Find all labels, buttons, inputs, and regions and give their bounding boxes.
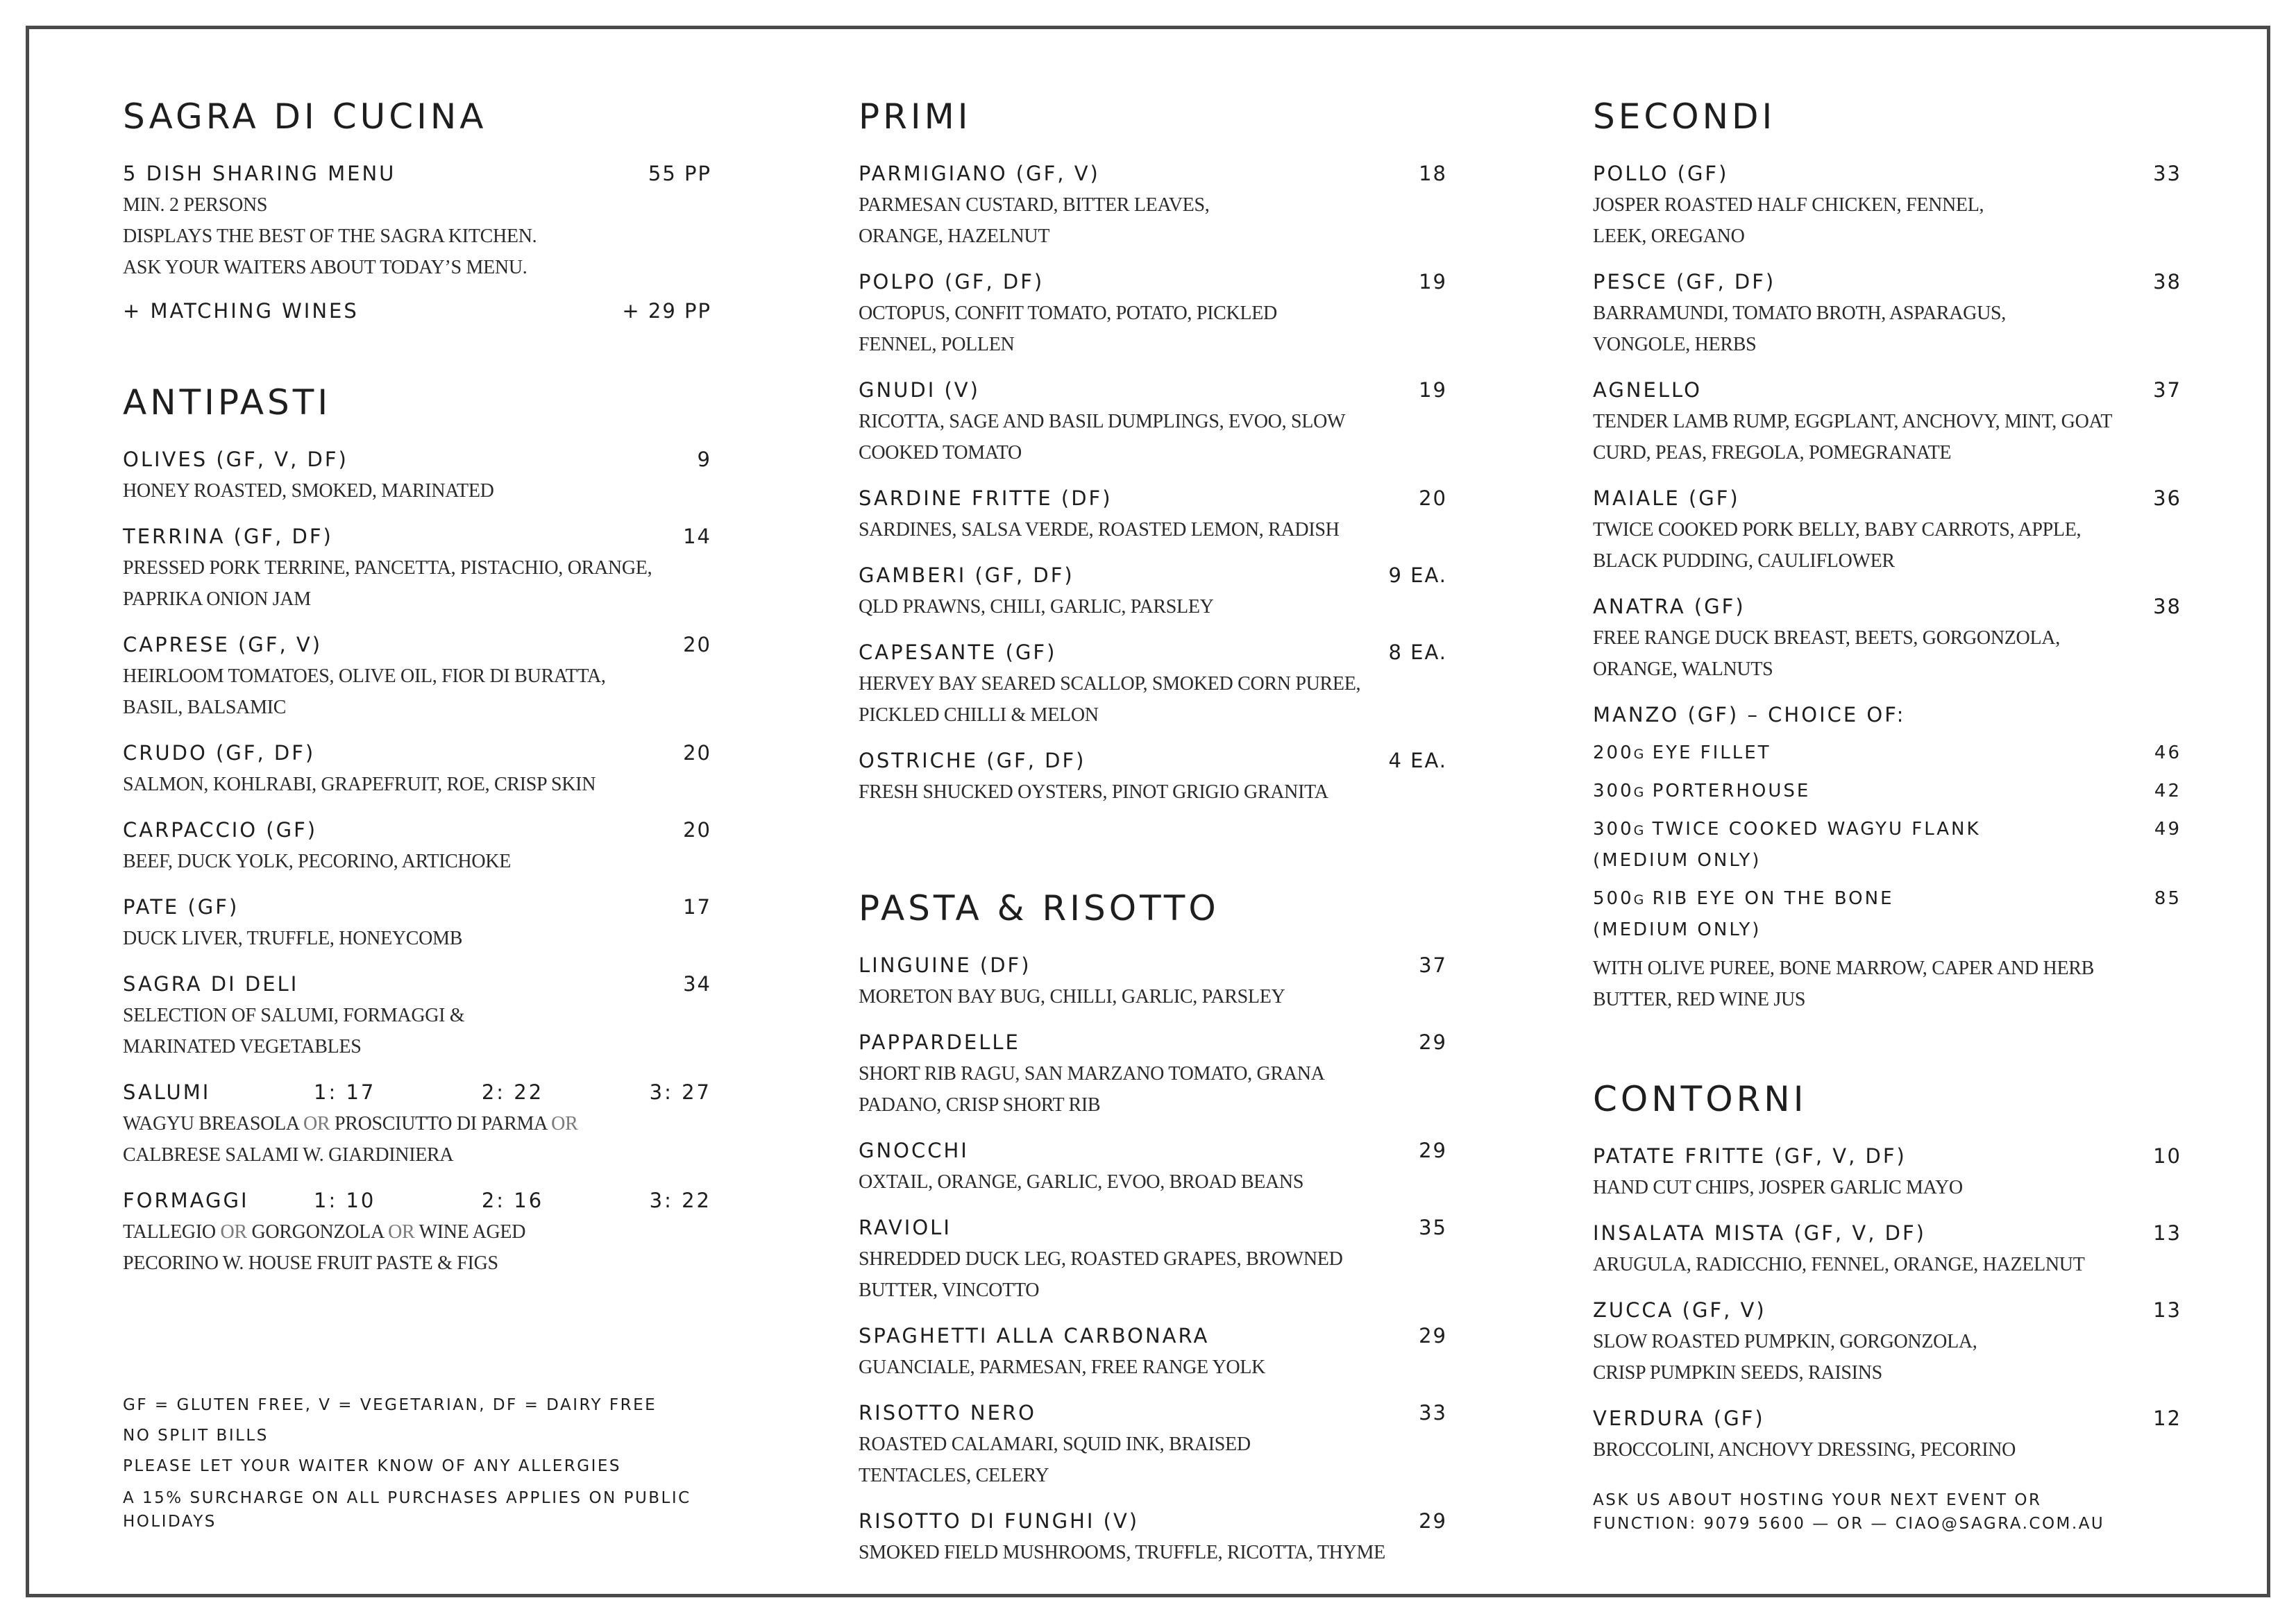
item-price: 37 <box>2153 378 2181 402</box>
menu-item <box>123 815 711 877</box>
section-title: CONTORNI <box>1593 1079 1807 1119</box>
item-description: OXTAIL, ORANGE, GARLIC, EVOO, BROAD BEANS <box>859 1171 1304 1193</box>
item-price: 17 <box>683 895 711 919</box>
item-description: SLOW ROASTED PUMPKIN, GORGONZOLA, CRISP PUMPKIN SEEDS, RAISINS <box>1593 1331 1977 1384</box>
menu-item <box>859 950 1447 1012</box>
item-name: GNOCCHI <box>859 1139 969 1162</box>
item-name: SPAGHETTI ALLA CARBONARA <box>859 1324 1210 1348</box>
item-price: 29 <box>1419 1324 1447 1348</box>
menu-item-formaggi <box>123 1185 711 1279</box>
item-name: AGNELLO <box>1593 378 1702 402</box>
item-name: OSTRICHE (GF, DF) <box>859 749 1086 772</box>
item-name: RISOTTO NERO <box>859 1401 1036 1425</box>
item-description: PRESSED PORK TERRINE, PANCETTA, PISTACHIO, ORANGE, PAPRIKA ONION JAM <box>123 557 652 610</box>
item-name: TERRINA (GF, DF) <box>123 525 333 548</box>
item-description: HAND CUT CHIPS, JOSPER GARLIC MAYO <box>1593 1177 1963 1198</box>
menu-item <box>859 483 1447 545</box>
note-allergies: PLEASE LET YOUR WAITER KNOW OF ANY ALLERGIES <box>123 1457 621 1475</box>
item-name: PATATE FRITTE (GF, V, DF) <box>1593 1144 1907 1168</box>
menu-item <box>1593 1295 2181 1388</box>
menu-item <box>1593 158 2181 252</box>
item-price: 20 <box>683 818 711 842</box>
menu-item <box>859 1397 1447 1491</box>
steak-price: 49 <box>2154 819 2181 840</box>
section-secondi <box>1593 96 2181 1015</box>
dietary-notes <box>123 1395 720 1533</box>
item-name: CARPACCIO (GF) <box>123 818 318 842</box>
steak-option: 300G PORTERHOUSE 42 <box>1593 776 2181 807</box>
menu-item <box>1593 591 2181 685</box>
item-price: 29 <box>1419 1030 1447 1054</box>
item-price: 19 <box>1419 270 1447 294</box>
tier-price-2: 2: 22 <box>481 1080 544 1104</box>
item-name: RAVIOLI <box>859 1216 952 1239</box>
item-description: SMOKED FIELD MUSHROOMS, TRUFFLE, RICOTTA, THYME <box>859 1542 1385 1563</box>
menu-item <box>123 629 711 723</box>
menu-item <box>123 892 711 954</box>
section-contorni <box>1593 1078 2181 1465</box>
note-no-split-bills: NO SPLIT BILLS <box>123 1427 269 1445</box>
item-price: 29 <box>1419 1509 1447 1533</box>
tier-price-3: 3: 27 <box>649 1080 711 1104</box>
item-price: 20 <box>1419 486 1447 510</box>
item-price: 10 <box>2153 1144 2181 1168</box>
pasta-list <box>859 950 1447 1568</box>
item-name: GAMBERI (GF, DF) <box>859 563 1074 587</box>
section-title: SAGRA DI CUCINA <box>123 96 487 137</box>
item-price: 9 <box>697 448 711 471</box>
item-price: 13 <box>2153 1221 2181 1245</box>
steak-note: (MEDIUM ONLY) <box>1593 850 1762 871</box>
item-description: WAGYU BREASOLA OR PROSCIUTTO DI PARMA OR CALBRESE SALAMI W. GIARDINIERA <box>123 1113 578 1166</box>
item-price: 33 <box>2153 162 2181 185</box>
item-description: PARMESAN CUSTARD, BITTER LEAVES, ORANGE, HAZELNUT <box>859 194 1210 247</box>
item-description: BARRAMUNDI, TOMATO BROTH, ASPARAGUS, VONGOLE, HERBS <box>1593 303 2006 355</box>
item-price: 34 <box>683 972 711 996</box>
section-title: PRIMI <box>859 96 972 137</box>
item-price: 38 <box>2153 270 2181 294</box>
item-price: 14 <box>683 525 711 548</box>
section-sagra-di-cucina <box>123 96 711 327</box>
item-name: OLIVES (GF, V, DF) <box>123 448 348 471</box>
item-name: CAPRESE (GF, V) <box>123 633 323 656</box>
menu-item <box>859 1027 1447 1121</box>
section-title: PASTA & RISOTTO <box>859 888 1219 928</box>
item-description: ARUGULA, RADICCHIO, FENNEL, ORANGE, HAZELNUT <box>1593 1254 2085 1275</box>
item-description: WITH OLIVE PUREE, BONE MARROW, CAPER AND HERB BUTTER, RED WINE JUS <box>1593 958 2095 1010</box>
item-price: 19 <box>1419 378 1447 402</box>
item-name: FORMAGGI <box>123 1189 249 1212</box>
item-name: GNUDI (V) <box>859 378 980 402</box>
section-antipasti <box>123 382 711 1279</box>
menu-item <box>1593 1403 2181 1465</box>
item-description: HERVEY BAY SEARED SCALLOP, SMOKED CORN PUREE, PICKLED CHILLI & MELON <box>859 673 1361 726</box>
steak-option: 500G RIB EYE ON THE BONE 85 <box>1593 883 2181 915</box>
menu-item <box>1593 1141 2181 1203</box>
menu-item <box>859 1320 1447 1383</box>
item-price: 35 <box>1419 1216 1447 1239</box>
contact-line-1: ASK US ABOUT HOSTING YOUR NEXT EVENT OR <box>1593 1491 2042 1509</box>
item-price: + 29 PP <box>622 299 711 323</box>
menu-item <box>859 266 1447 360</box>
steak-option: 300G TWICE COOKED WAGYU FLANK 49 <box>1593 814 2181 845</box>
item-price: 9 EA. <box>1388 563 1447 587</box>
event-contact <box>1593 1488 2190 1536</box>
item-description: HEIRLOOM TOMATOES, OLIVE OIL, FIOR DI BURATTA, BASIL, BALSAMIC <box>123 665 606 718</box>
item-description: BROCCOLINI, ANCHOVY DRESSING, PECORINO <box>1593 1439 2016 1461</box>
item-price: 33 <box>1419 1401 1447 1425</box>
steak-price: 46 <box>2154 742 2181 763</box>
menu-item <box>1593 266 2181 360</box>
item-price: 55 PP <box>648 162 711 185</box>
menu-item <box>859 1212 1447 1306</box>
item-name: ANATRA (GF) <box>1593 595 1746 618</box>
item-name: INSALATA MISTA (GF, V, DF) <box>1593 1221 1926 1245</box>
steak-option: 200G EYE FILLET 46 <box>1593 738 2181 769</box>
item-name: PAPPARDELLE <box>859 1030 1020 1054</box>
item-description: MORETON BAY BUG, CHILLI, GARLIC, PARSLEY <box>859 986 1285 1008</box>
item-name: PARMIGIANO (GF, V) <box>859 162 1100 185</box>
note-surcharge: A 15% SURCHARGE ON ALL PURCHASES APPLIES ON PUBLIC HOLIDAYS <box>123 1489 691 1531</box>
menu-item <box>1593 375 2181 468</box>
item-description: TENDER LAMB RUMP, EGGPLANT, ANCHOVY, MINT, GOAT CURD, PEAS, FREGOLA, POMEGRANATE <box>1593 411 2113 464</box>
menu-item-salumi <box>123 1077 711 1171</box>
item-name: ZUCCA (GF, V) <box>1593 1298 1766 1322</box>
section-primi <box>859 96 1447 808</box>
item-name: MAIALE (GF) <box>1593 486 1740 510</box>
item-name: + MATCHING WINES <box>123 299 359 323</box>
item-price: 20 <box>683 741 711 765</box>
menu-item <box>123 969 711 1062</box>
menu-item <box>1593 1218 2181 1280</box>
item-price: 37 <box>1419 953 1447 977</box>
steak-price: 85 <box>2154 888 2181 909</box>
menu-item <box>859 1135 1447 1198</box>
item-name: RISOTTO DI FUNGHI (V) <box>859 1509 1140 1533</box>
item-description: SARDINES, SALSA VERDE, ROASTED LEMON, RADISH <box>859 519 1340 541</box>
item-name: PATE (GF) <box>123 895 239 919</box>
menu-item <box>859 375 1447 468</box>
item-name: SAGRA DI DELI <box>123 972 299 996</box>
item-description: SHREDDED DUCK LEG, ROASTED GRAPES, BROWNED BUTTER, VINCOTTO <box>859 1248 1343 1301</box>
item-description: BEEF, DUCK YOLK, PECORINO, ARTICHOKE <box>123 851 512 872</box>
item-description: HONEY ROASTED, SMOKED, MARINATED <box>123 480 494 502</box>
tier-price-1: 1: 10 <box>314 1189 376 1212</box>
item-price: 8 EA. <box>1388 640 1447 664</box>
item-description: TWICE COOKED PORK BELLY, BABY CARROTS, APPLE, BLACK PUDDING, CAULIFLOWER <box>1593 519 2082 572</box>
item-price: 12 <box>2153 1407 2181 1430</box>
antipasti-list <box>123 444 711 1279</box>
primi-list <box>859 158 1447 808</box>
item-description: GUANCIALE, PARMESAN, FREE RANGE YOLK <box>859 1357 1266 1378</box>
steak-note: (MEDIUM ONLY) <box>1593 919 1762 940</box>
item-description: SHORT RIB RAGU, SAN MARZANO TOMATO, GRANA PADANO, CRISP SHORT RIB <box>859 1063 1325 1116</box>
item-price: 4 EA. <box>1388 749 1447 772</box>
item-name: POLLO (GF) <box>1593 162 1729 185</box>
menu-item <box>123 521 711 615</box>
steak-price: 42 <box>2154 781 2181 801</box>
item-description: MIN. 2 PERSONS DISPLAYS THE BEST OF THE SAGRA KITCHEN. ASK YOUR WAITERS ABOUT TODAY’S MENU. <box>123 194 537 278</box>
menu-item-manzo <box>1593 699 2181 1015</box>
item-description: OCTOPUS, CONFIT TOMATO, POTATO, PICKLED FENNEL, POLLEN <box>859 303 1277 355</box>
item-description: FREE RANGE DUCK BREAST, BEETS, GORGONZOLA, ORANGE, WALNUTS <box>1593 627 2060 680</box>
menu-item <box>123 738 711 800</box>
item-price: 13 <box>2153 1298 2181 1322</box>
item-name: POLPO (GF, DF) <box>859 270 1045 294</box>
note-dietary-legend: GF = GLUTEN FREE, V = VEGETARIAN, DF = DAIRY FREE <box>123 1396 657 1414</box>
item-price: 20 <box>683 633 711 656</box>
item-name: SALUMI <box>123 1080 211 1104</box>
item-price: 18 <box>1419 162 1447 185</box>
item-price: 38 <box>2153 595 2181 618</box>
item-description: DUCK LIVER, TRUFFLE, HONEYCOMB <box>123 928 463 949</box>
item-description: JOSPER ROASTED HALF CHICKEN, FENNEL, LEEK, OREGANO <box>1593 194 1984 247</box>
menu-item <box>123 444 711 507</box>
item-description: SALMON, KOHLRABI, GRAPEFRUIT, ROE, CRISP SKIN <box>123 774 596 795</box>
item-name: 5 DISH SHARING MENU <box>123 162 396 185</box>
menu-item <box>859 745 1447 808</box>
menu-item-sharing-menu <box>123 158 711 283</box>
item-name: CRUDO (GF, DF) <box>123 741 316 765</box>
item-price: 29 <box>1419 1139 1447 1162</box>
menu-item <box>859 158 1447 252</box>
item-description: RICOTTA, SAGE AND BASIL DUMPLINGS, EVOO, SLOW COOKED TOMATO <box>859 411 1346 464</box>
section-title: SECONDI <box>1593 96 1776 137</box>
item-name: VERDURA (GF) <box>1593 1407 1765 1430</box>
menu-page <box>26 26 2270 1597</box>
menu-item <box>859 637 1447 731</box>
section-title: ANTIPASTI <box>123 382 332 423</box>
menu-item-matching-wines <box>123 296 711 327</box>
tier-price-1: 1: 17 <box>314 1080 376 1104</box>
item-description: FRESH SHUCKED OYSTERS, PINOT GRIGIO GRANITA <box>859 781 1328 803</box>
contorni-list <box>1593 1141 2181 1465</box>
item-name: CAPESANTE (GF) <box>859 640 1057 664</box>
item-name: PESCE (GF, DF) <box>1593 270 1776 294</box>
menu-item <box>859 560 1447 622</box>
item-name: MANZO (GF) – CHOICE OF: <box>1593 703 1906 726</box>
contact-line-2[interactable]: FUNCTION: 9079 5600 — OR — CIAO@SAGRA.COM.AU <box>1593 1515 2105 1533</box>
menu-item <box>859 1506 1447 1568</box>
item-description: TALLEGIO OR GORGONZOLA OR WINE AGED PECORINO W. HOUSE FRUIT PASTE & FIGS <box>123 1221 526 1274</box>
tier-price-2: 2: 16 <box>481 1189 544 1212</box>
item-name: SARDINE FRITTE (DF) <box>859 486 1113 510</box>
item-description: QLD PRAWNS, CHILI, GARLIC, PARSLEY <box>859 596 1214 618</box>
item-name: LINGUINE (DF) <box>859 953 1031 977</box>
menu-item <box>1593 483 2181 577</box>
item-price: 36 <box>2153 486 2181 510</box>
section-pasta-risotto <box>859 887 1447 1568</box>
item-description: ROASTED CALAMARI, SQUID INK, BRAISED TENTACLES, CELERY <box>859 1434 1251 1486</box>
tier-price-3: 3: 22 <box>649 1189 711 1212</box>
item-description: SELECTION OF SALUMI, FORMAGGI & MARINATED VEGETABLES <box>123 1005 465 1057</box>
secondi-list <box>1593 158 2181 1015</box>
